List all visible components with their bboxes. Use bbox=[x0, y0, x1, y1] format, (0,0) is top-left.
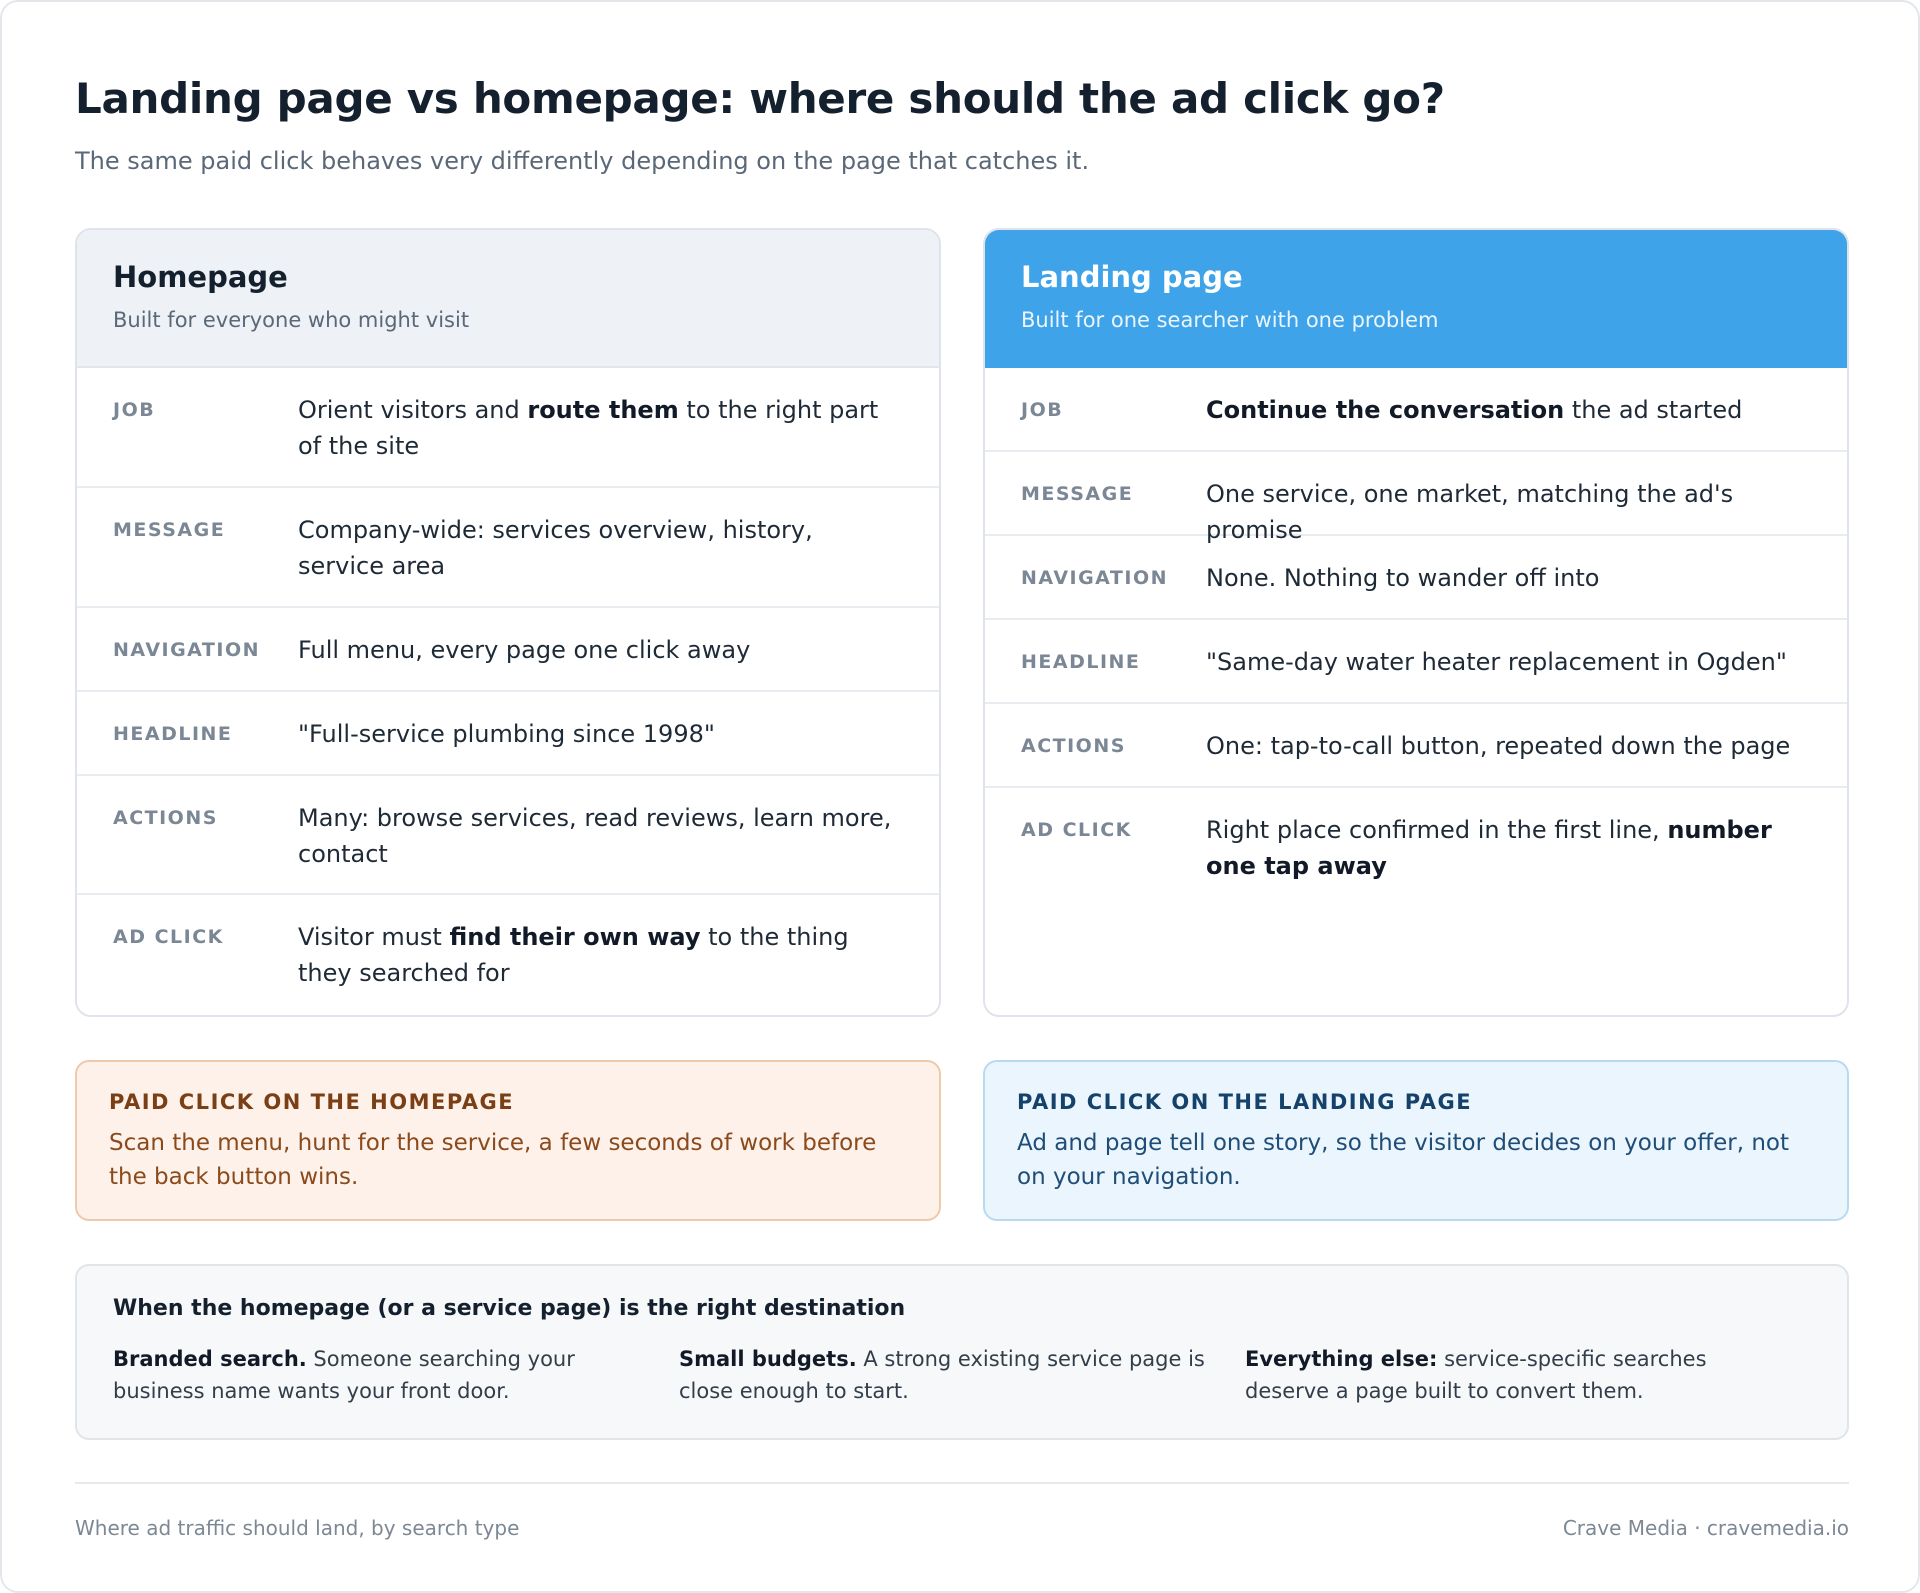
row-label: HEADLINE bbox=[113, 723, 233, 745]
homepage-card bbox=[75, 228, 941, 1017]
homepage-row-job bbox=[77, 368, 939, 488]
landing-row-job bbox=[985, 368, 1847, 452]
landing-row-ad-click bbox=[985, 788, 1847, 908]
row-label: JOB bbox=[113, 399, 156, 421]
homepage-row-message bbox=[77, 488, 939, 608]
homepage-row-headline bbox=[77, 692, 939, 776]
landing-card-title: Landing page bbox=[1021, 260, 1243, 294]
destination-item-branded: Branded search. Someone searching your business name wants your front door. bbox=[113, 1347, 575, 1403]
row-value: One service, one market, matching the ad's promise bbox=[1206, 480, 1734, 544]
landing-row-message bbox=[985, 452, 1847, 544]
footer-caption: Where ad traffic should land, by search type bbox=[75, 1516, 520, 1540]
landing-callout-text: Ad and page tell one story, so the visitor decides on your offer, not on your navigation. bbox=[1017, 1130, 1789, 1190]
homepage-row-navigation bbox=[77, 608, 939, 692]
homepage-card-subtitle: Built for everyone who might visit bbox=[113, 308, 470, 332]
homepage-row-ad-click bbox=[77, 895, 939, 1014]
landing-row-actions bbox=[985, 704, 1847, 788]
row-value: Visitor must find their own way to the thing they searched for bbox=[298, 923, 849, 987]
landing-card bbox=[983, 228, 1849, 1017]
row-value: Right place confirmed in the first line, number one tap away bbox=[1206, 816, 1772, 880]
destination-panel bbox=[75, 1264, 1849, 1440]
destination-item-everything-else: Everything else: service-specific searches deserve a page built to convert them. bbox=[1245, 1347, 1707, 1403]
destination-panel-title: When the homepage (or a service page) is the right destination bbox=[113, 1296, 906, 1321]
row-label: AD CLICK bbox=[1021, 819, 1132, 841]
footer-divider bbox=[75, 1482, 1849, 1484]
homepage-card-title: Homepage bbox=[113, 260, 288, 294]
row-label: AD CLICK bbox=[113, 926, 224, 948]
homepage-card-header bbox=[77, 230, 939, 368]
landing-row-headline bbox=[985, 620, 1847, 704]
row-label: HEADLINE bbox=[1021, 651, 1141, 673]
row-value: Many: browse services, read reviews, learn more, contact bbox=[298, 804, 892, 868]
homepage-row-actions bbox=[77, 776, 939, 895]
landing-card-header bbox=[985, 230, 1847, 368]
page-title: Landing page vs homepage: where should the ad click go? bbox=[75, 74, 1445, 123]
row-value: Orient visitors and route them to the right part of the site bbox=[298, 396, 879, 460]
row-value: One: tap-to-call button, repeated down the page bbox=[1206, 732, 1791, 760]
landing-callout bbox=[983, 1060, 1849, 1221]
homepage-callout-text: Scan the menu, hunt for the service, a few seconds of work before the back button wins. bbox=[109, 1130, 877, 1190]
page-subtitle: The same paid click behaves very differently depending on the page that catches it. bbox=[75, 147, 1090, 175]
homepage-callout-title: PAID CLICK ON THE HOMEPAGE bbox=[109, 1090, 515, 1114]
row-value: "Same-day water heater replacement in Ogden" bbox=[1206, 648, 1787, 676]
row-value: "Full-service plumbing since 1998" bbox=[298, 720, 715, 748]
destination-columns bbox=[113, 1343, 1811, 1407]
landing-callout-title: PAID CLICK ON THE LANDING PAGE bbox=[1017, 1090, 1473, 1114]
row-value: None. Nothing to wander off into bbox=[1206, 564, 1600, 592]
row-label: ACTIONS bbox=[113, 807, 218, 829]
row-label: ACTIONS bbox=[1021, 735, 1126, 757]
homepage-callout bbox=[75, 1060, 941, 1221]
landing-row-navigation bbox=[985, 536, 1847, 620]
landing-card-subtitle: Built for one searcher with one problem bbox=[1021, 308, 1439, 332]
footer-credit: Crave Media · cravemedia.io bbox=[1562, 1516, 1849, 1540]
row-label: MESSAGE bbox=[113, 519, 226, 541]
row-value: Full menu, every page one click away bbox=[298, 636, 751, 664]
row-label: JOB bbox=[1021, 399, 1064, 421]
row-label: NAVIGATION bbox=[113, 639, 260, 661]
row-label: MESSAGE bbox=[1021, 483, 1134, 505]
destination-item-budgets: Small budgets. A strong existing service page is close enough to start. bbox=[679, 1347, 1205, 1403]
row-label: NAVIGATION bbox=[1021, 567, 1168, 589]
row-value: Company-wide: services overview, history, service area bbox=[298, 516, 813, 580]
row-value: Continue the conversation the ad started bbox=[1206, 396, 1743, 424]
